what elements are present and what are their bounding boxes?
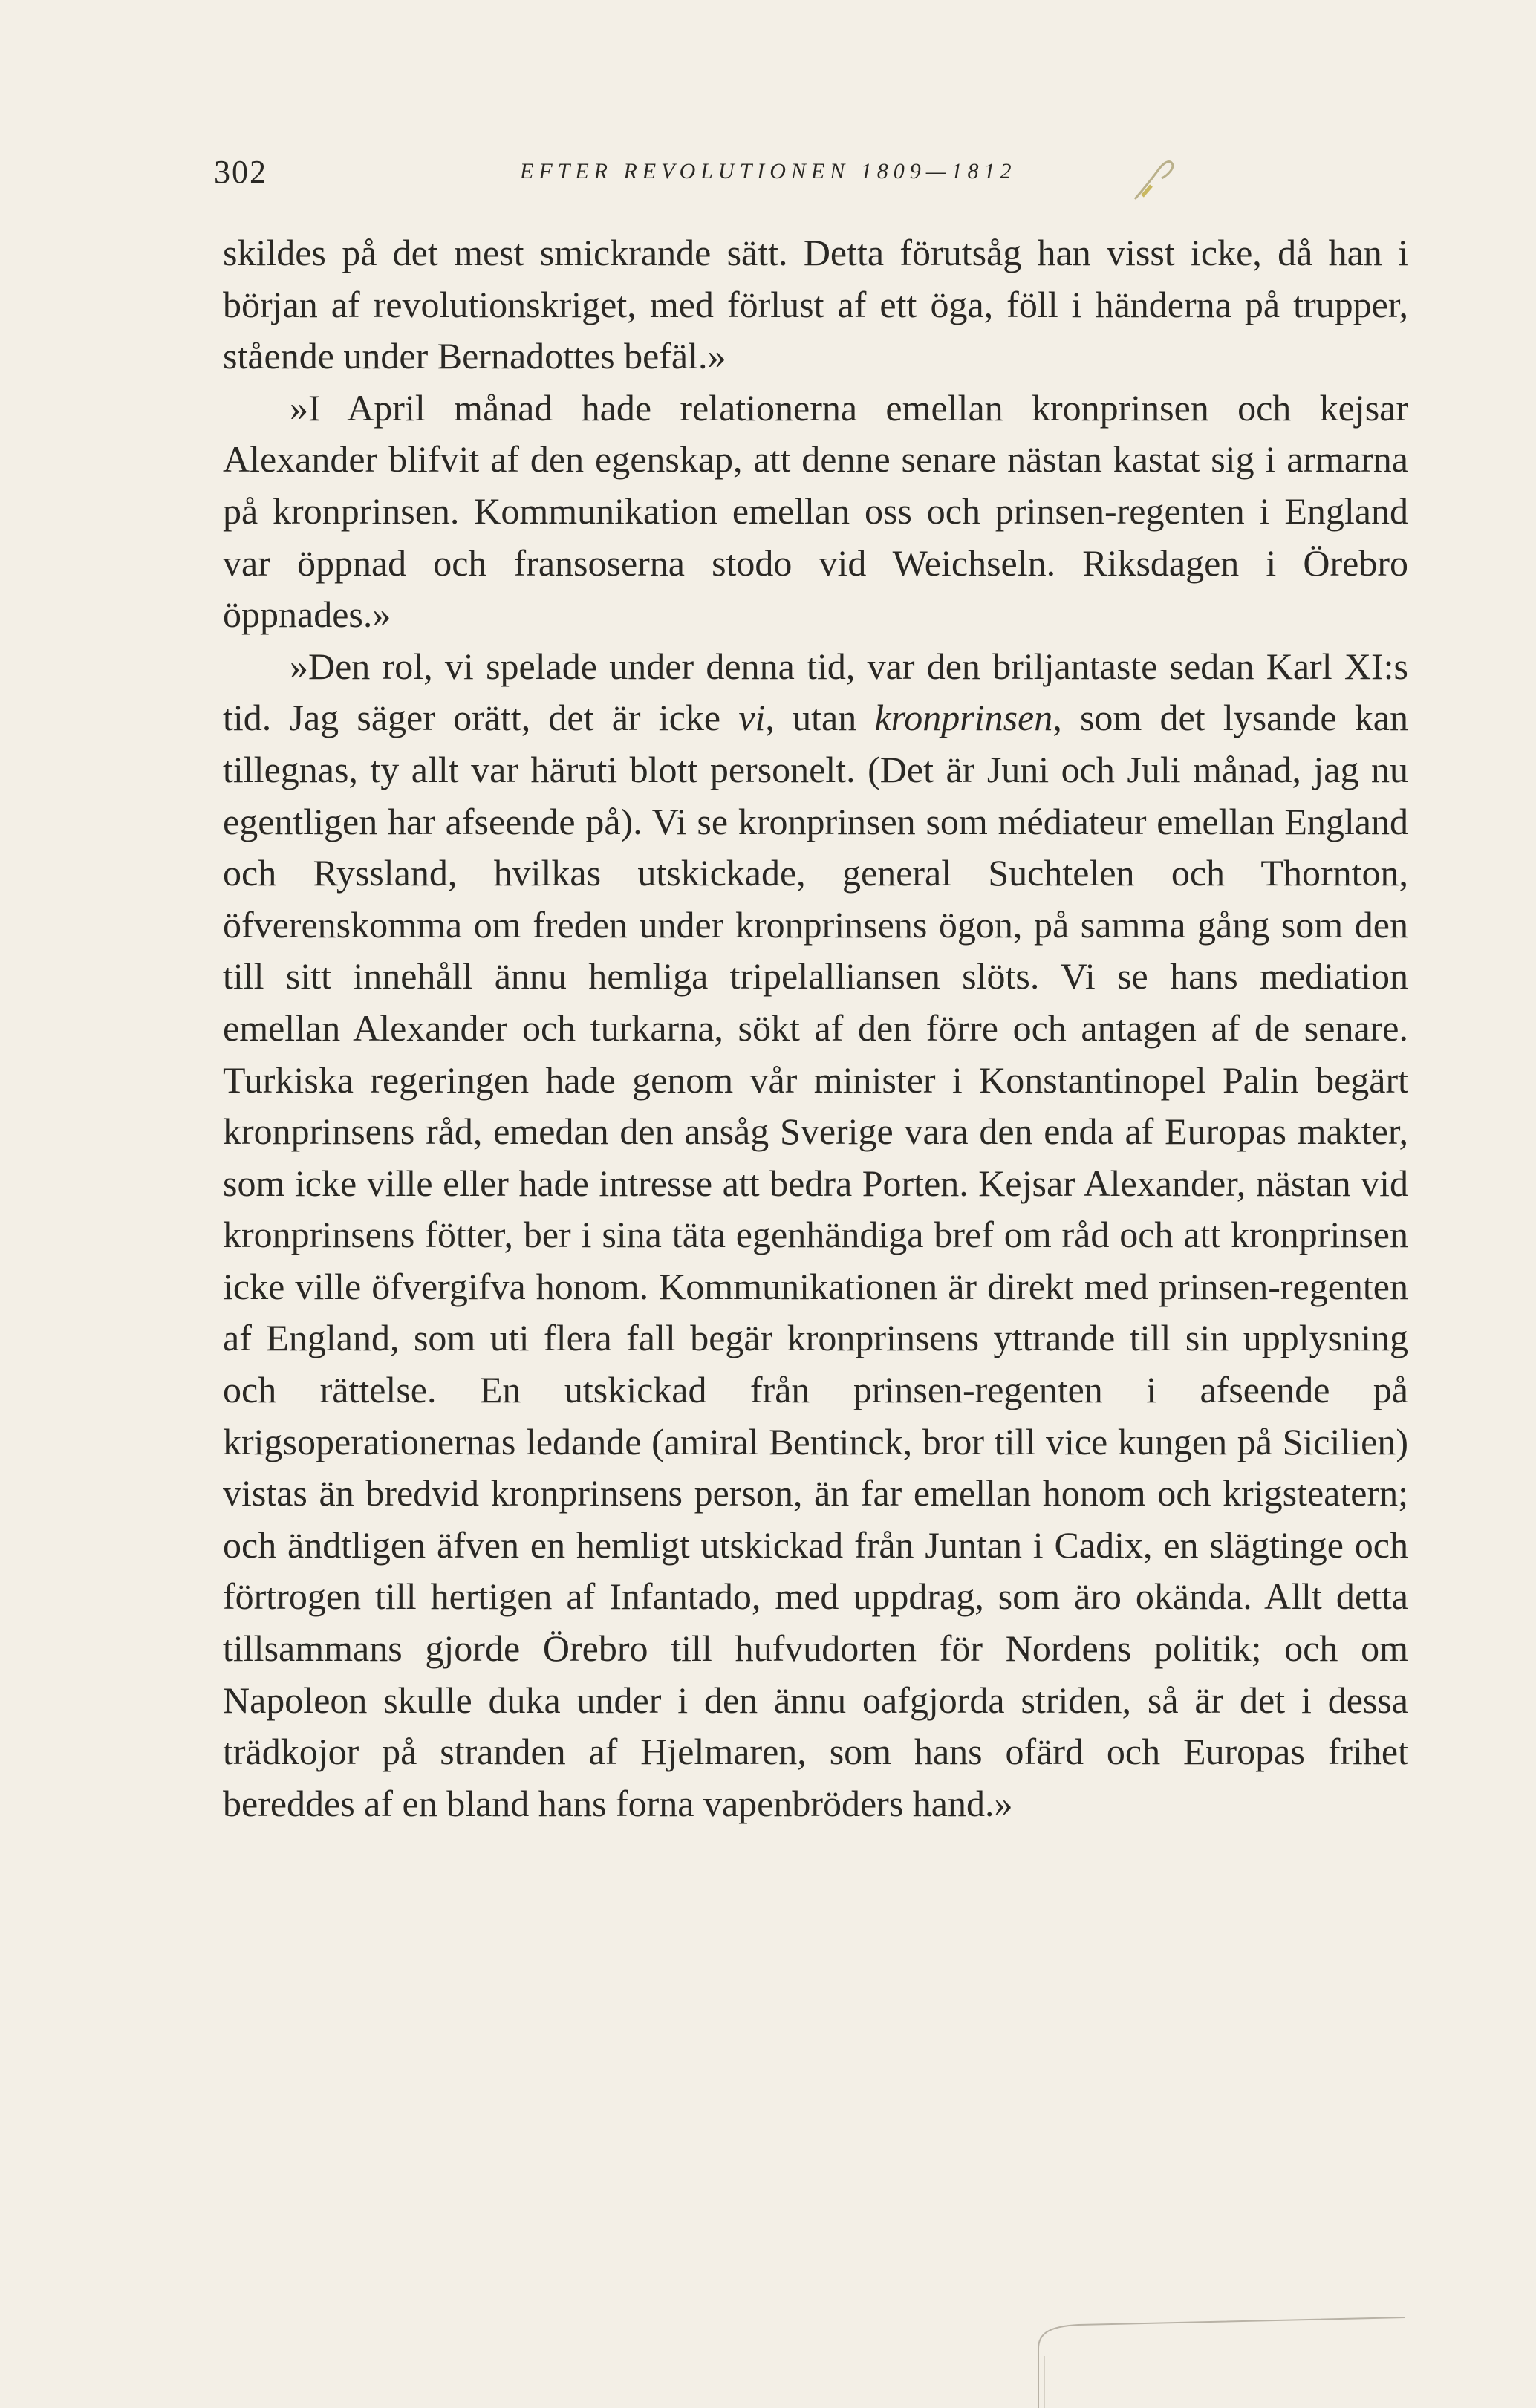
paragraph-3 <box>223 641 1408 1830</box>
page-header <box>209 153 1413 198</box>
paragraph-2: »I April månad hade relationerna emellan kronprinsen och kejsar Alexander blifvit af den egenskap, att denne senare nästan kastat sig i armarna på kronprinsen. Kommunikation emellan oss och prinsen-regenten i England var öppnad och fransoserna stodo vid Weichseln. Riksdagen i Örebro öppnades.» <box>223 386 1408 636</box>
body-text <box>223 227 1408 1829</box>
paragraph-3-part-1: »Den rol, vi spelade under denna tid, var den briljantaste sedan Karl XI:s tid. Jag säger orätt, det är icke <box>223 645 1408 739</box>
pencil-mark-icon <box>1129 153 1181 205</box>
paragraph-3-part-3: , som det lysande kan tillegnas, ty allt var häruti blott personelt. (Det är Juni och Juli månad, jag nu egentligen har afseende på). Vi se kronprinsen som médiateur emellan England och Ryssland, hvilkas utskickade, general Suchtelen och Thornton, öfverenskomma om freden under kronprinsens ögon, på samma gång som den till sitt innehåll ännu hemliga tripelalliansen slöts. Vi se hans mediation emellan Alexander och turkarna, sökt af den förre och antagen af de senare. Turkiska regeringen hade genom vår minister i Konstantinopel Palin begärt kronprinsens råd, emedan den ansåg Sverige vara den enda af Europas makter, som icke ville eller hade intresse att bedra Porten. Kejsar Alexander, nästan vid kronprinsens fötter, ber i sina täta egenhändiga bref om råd och att kronprinsen icke ville öfvergifva honom. Kommunikationen är direkt med prinsen-regenten af England, som uti flera fall begär kronprinsens yttrande till sin upplysning och rättelse. En utskickad från prinsen-regenten i afseende på krigsoperationernas ledande (amiral Bentinck, bror till vice kungen på Sicilien) vistas än bredvid kronprinsens person, än far emellan honom och krigsteatern; och ändtligen äfven en hemligt utskickad från Juntan i Cadix, en slägtinge och förtrogen till hertigen af Infantado, med uppdrag, som äro okända. Allt detta tillsammans gjorde Örebro till hufvudorten för Nordens politik; och om Napoleon skulle duka under i den ännu oafgjorda striden, så är det i dessa trädkojor på stranden af Hjelmaren, som hans ofärd och Europas frihet bereddes af en bland hans forna vapenbröders hand.» <box>223 697 1408 1824</box>
page-edge-mark-icon <box>1034 2304 1405 2408</box>
running-head: EFTER REVOLUTIONEN 1809—1812 <box>520 159 1017 183</box>
paragraph-3-italic-kronprinsen: kronprinsen <box>874 697 1053 739</box>
paragraph-1: skildes på det mest smickrande sätt. Detta förutsåg han visst icke, då han i början af revolutionskriget, med förlust af ett öga, föll i händerna på trupper, stående under Bernadottes befäl.» <box>223 232 1408 377</box>
page-number: 302 <box>214 154 267 190</box>
paragraph-3-part-2: , utan <box>765 697 875 739</box>
paragraph-3-italic-vi: vi <box>738 697 766 739</box>
